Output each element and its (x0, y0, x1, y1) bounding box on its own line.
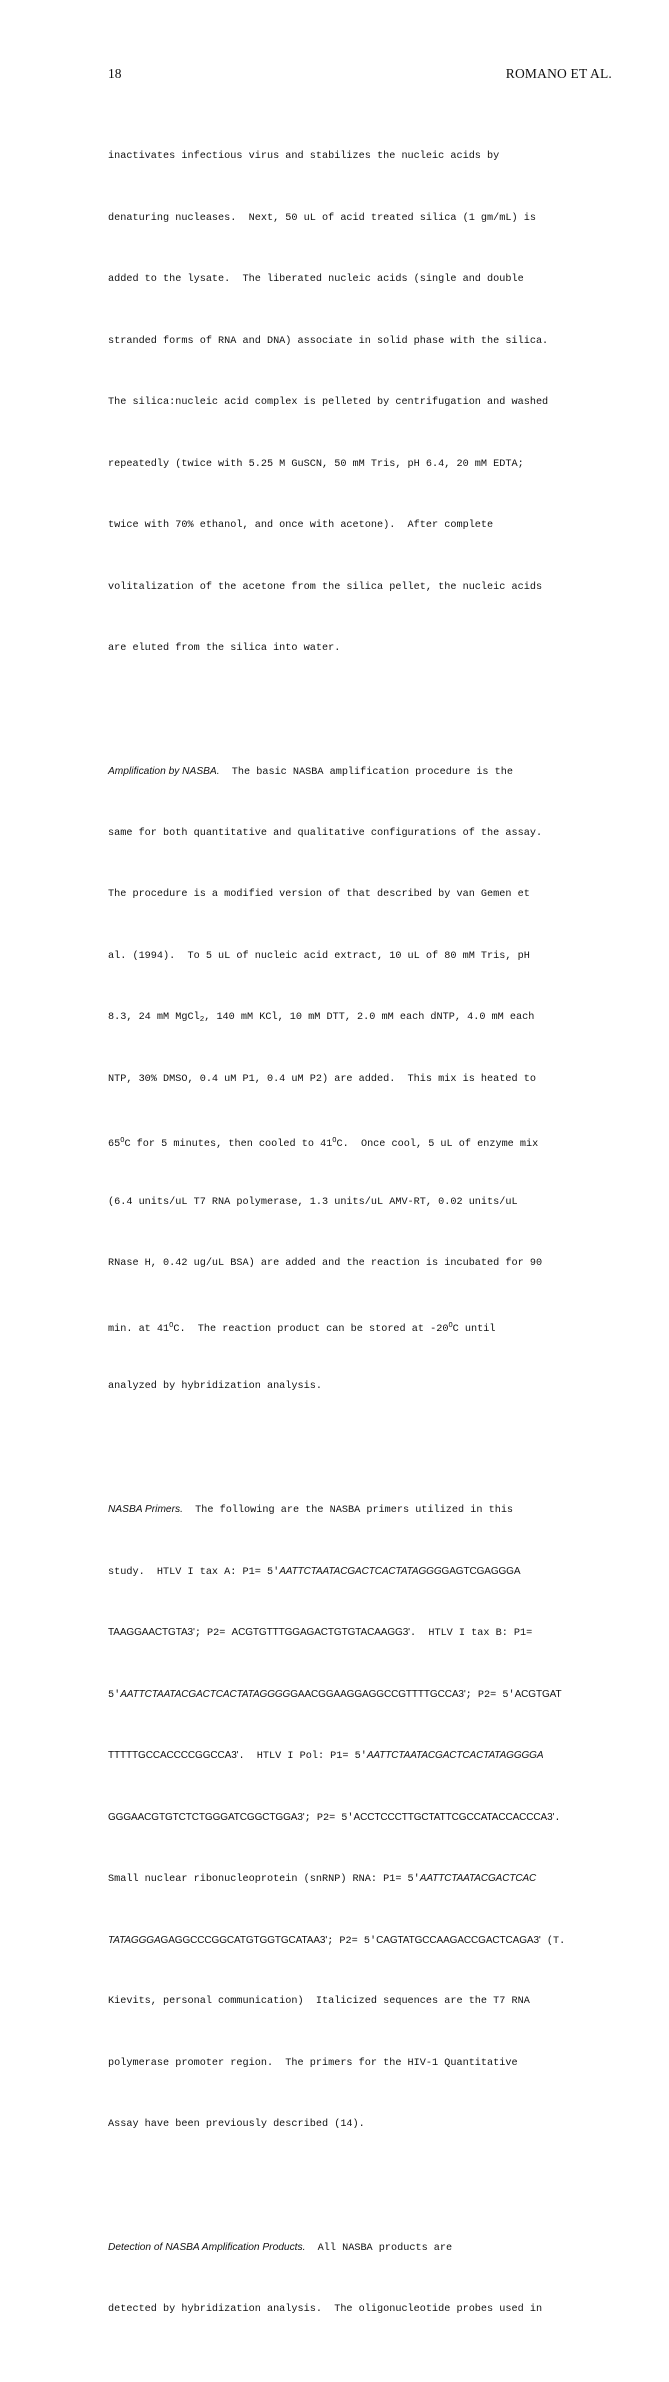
page-header (108, 66, 612, 84)
text-line: stranded forms of RNA and DNA) associate in solid phase with the silica. (108, 335, 549, 347)
body-text (108, 106, 618, 2382)
paragraph-amplification (108, 721, 618, 1439)
degree-superscript: O (169, 1321, 174, 1330)
section-heading-primers: NASBA Primers. (108, 1504, 183, 1515)
running-head: ROMANO ET AL. (505, 66, 612, 81)
paragraph-detection (108, 2197, 618, 2361)
text-line: Assay have been previously described (14). (108, 2119, 365, 2130)
text-span: 5' (108, 1689, 121, 1701)
text-span: The following are the NASBA primers utilized in this (182, 1505, 514, 1516)
text-line: same for both quantitative and qualitative configurations of the assay. (108, 827, 543, 839)
text-span: 65 (108, 1139, 121, 1150)
text-line: Kievits, personal communication) Italicized sequences are the T7 RNA (108, 1996, 530, 2007)
text-line (108, 762, 618, 783)
primer-sequence: ACGTGAT (514, 1688, 562, 1700)
text-span: study. HTLV I tax A: P1= 5' (108, 1566, 280, 1578)
paragraph-silica-extraction (108, 106, 618, 701)
primer-sequence: TAAGGAACTGTA3' (108, 1627, 195, 1638)
text-line: volitalization of the acetone from the silica pellet, the nucleic acids (108, 581, 543, 593)
primer-sequence: GAACGGAAGGAGGCCGTTTTGCCA3' (290, 1688, 466, 1700)
text-span: . HTLV I tax B: P1= (410, 1628, 533, 1639)
text-span: 8.3, 24 mM MgCl (108, 1012, 200, 1023)
text-span: All NASBA products are (305, 2243, 453, 2254)
text-line (108, 1623, 618, 1644)
text-span: . HTLV I Pol: P1= 5' (238, 1751, 367, 1762)
text-line (108, 1008, 618, 1029)
section-heading-amplification: Amplification by NASBA. (108, 766, 220, 777)
promoter-sequence: AATTCTAATACGACTCAC (419, 1873, 537, 1884)
text-line (108, 1685, 618, 1706)
primer-sequence: GAGTCGAGGGA (441, 1565, 521, 1577)
text-line: twice with 70% ethanol, and once with acetone). After complete (108, 520, 494, 531)
text-line: (6.4 units/uL T7 RNA polymerase, 1.3 units/uL AMV-RT, 0.02 units/uL (108, 1196, 518, 1208)
subscript: 2 (199, 1016, 205, 1024)
promoter-sequence: TATAGGGA (108, 1934, 161, 1946)
text-span: , 140 mM KCl, 10 mM DTT, 2.0 mM each dNTP, 4.0 mM each (204, 1012, 535, 1023)
text-span: ; P2= 5' (465, 1689, 515, 1701)
text-line: The procedure is a modified version of that described by van Gemen et (108, 889, 530, 900)
text-line: analyzed by hybridization analysis. (108, 1381, 322, 1392)
text-span: ; P2= 5' (327, 1935, 377, 1947)
primer-sequence: TTTTTGCCACCCCGGCCA3' (108, 1750, 239, 1761)
text-line (108, 1869, 618, 1890)
promoter-sequence: AATTCTAATACGACTCACTATAGGGGA (366, 1750, 544, 1761)
text-line (108, 1808, 618, 1829)
primer-sequence: ACCTCCCTTGCTATTCGCCATACCACCCA3' (353, 1811, 555, 1823)
text-span: min. at 41 (108, 1323, 170, 1335)
text-span: ; P2= (194, 1628, 232, 1639)
text-span: . (554, 1812, 561, 1824)
text-line (108, 1746, 618, 1767)
text-line: denaturing nucleases. Next, 50 uL of acid treated silica (1 gm/mL) is (108, 212, 536, 224)
text-line: inactivates infectious virus and stabilizes the nucleic acids by (108, 151, 500, 162)
promoter-sequence: AATTCTAATACGACTCACTATAGGGG (120, 1688, 291, 1700)
page-number: 18 (108, 66, 122, 81)
degree-superscript: O (332, 1137, 337, 1145)
text-line (108, 1316, 618, 1337)
text-span: (T. (540, 1935, 566, 1947)
primer-sequence: GAGGCCCGGCATGTGGTGCATAA3' (160, 1934, 328, 1946)
text-span: ; P2= 5' (304, 1812, 354, 1824)
section-heading-detection: Detection of NASBA Amplification Products. (108, 2242, 306, 2253)
text-span: C. The reaction product can be stored at -20 (173, 1323, 449, 1335)
text-line: NTP, 30% DMSO, 0.4 uM P1, 0.4 uM P2) are added. This mix is heated to (108, 1073, 536, 1085)
text-line: RNase H, 0.42 ug/uL BSA) are added and the reaction is incubated for 90 (108, 1258, 543, 1269)
text-line (108, 1131, 618, 1152)
text-line (108, 1562, 618, 1583)
degree-superscript: O (448, 1321, 453, 1330)
primer-sequence: CAGTATGCCAAGACCGACTCAGA3' (376, 1934, 541, 1946)
promoter-sequence: AATTCTAATACGACTCACTATAGGG (279, 1565, 442, 1577)
degree-superscript: O (120, 1137, 125, 1145)
text-span: C for 5 minutes, then cooled to 41 (124, 1139, 333, 1150)
primer-sequence: GGGAACGTGTCTCTGGGATCGGCTGGA3' (108, 1811, 305, 1823)
text-line: are eluted from the silica into water. (108, 643, 341, 654)
text-line (108, 1500, 618, 1521)
text-line: al. (1994). To 5 uL of nucleic acid extract, 10 uL of 80 mM Tris, pH (108, 950, 530, 962)
text-line (108, 1931, 618, 1952)
text-line: polymerase promoter region. The primers for the HIV-1 Quantitative (108, 2057, 518, 2069)
text-line: repeatedly (twice with 5.25 M GuSCN, 50 mM Tris, pH 6.4, 20 mM EDTA; (108, 458, 524, 470)
text-line (108, 2238, 618, 2259)
primer-sequence: ACGTGTTTGGAGACTGTGTACAAGG3' (231, 1627, 410, 1638)
text-line: The silica:nucleic acid complex is pelleted by centrifugation and washed (108, 397, 549, 408)
text-span: C until (452, 1323, 496, 1335)
text-span: C. Once cool, 5 uL of enzyme mix (336, 1139, 539, 1150)
text-line: added to the lysate. The liberated nucleic acids (single and double (108, 274, 524, 285)
text-line: detected by hybridization analysis. The oligonucleotide probes used in (108, 2303, 543, 2315)
text-span: The basic NASBA amplification procedure is the (219, 767, 513, 778)
text-span: Small nuclear ribonucleoprotein (snRNP) RNA: P1= 5' (108, 1874, 420, 1885)
paragraph-nasba-primers (108, 1459, 618, 2177)
